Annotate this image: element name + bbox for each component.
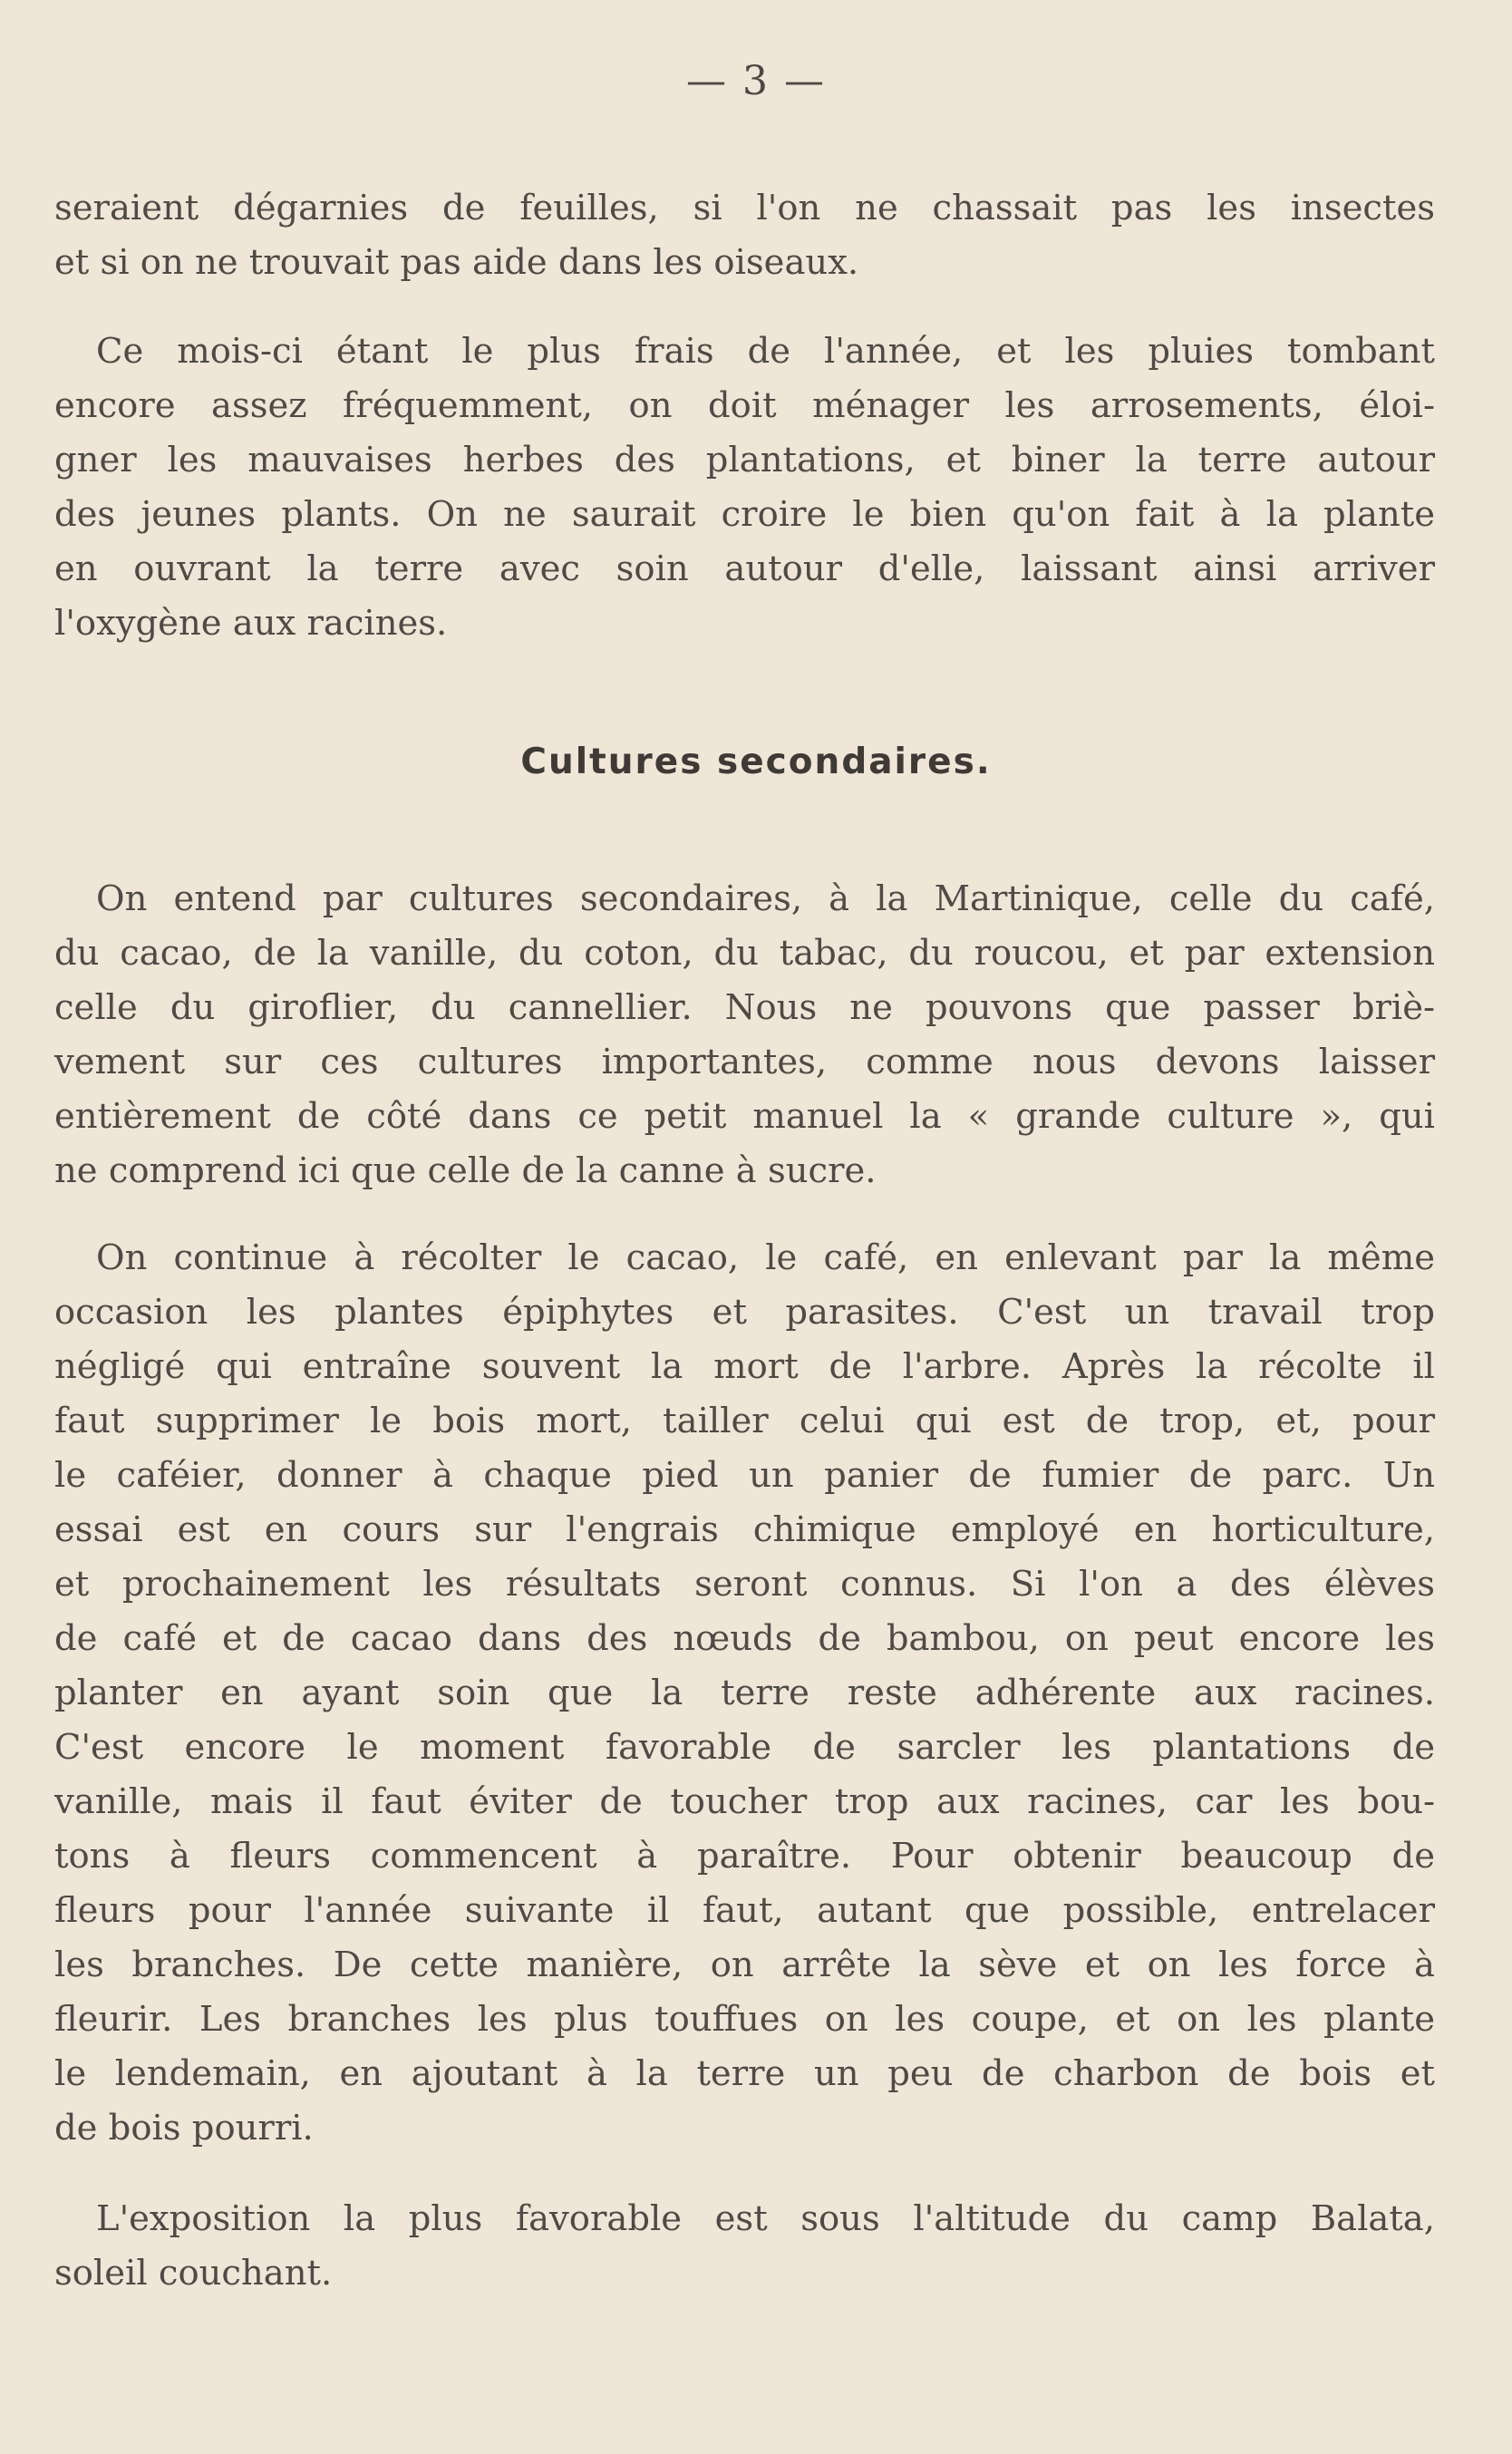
text-line: planter en ayant soin que la terre reste adhérente aux racines.	[54, 1673, 1435, 1713]
text-line: On continue à récolter le cacao, le café, en enlevant par la même	[96, 1237, 1435, 1278]
section-heading: Cultures secondaires.	[520, 742, 992, 782]
paragraph-definition	[54, 872, 1435, 1198]
text-line: essai est en cours sur l'engrais chimique employé en horticulture,	[54, 1509, 1435, 1550]
text-line: le caféier, donner à chaque pied un panier de fumier de parc. Un	[54, 1455, 1435, 1496]
text-line: celle du giroflier, du cannellier. Nous ne pouvons que passer briè-	[54, 987, 1435, 1028]
text-line: les branches. De cette manière, on arrête la sève et on les force à	[54, 1945, 1435, 1985]
text-line: de bois pourri.	[54, 2108, 314, 2148]
text-line: encore assez fréquemment, on doit ménager les arrosements, éloi-	[54, 385, 1435, 426]
paragraph-watering	[54, 325, 1435, 651]
text-line: et prochainement les résultats seront connus. Si l'on a des élèves	[54, 1564, 1435, 1605]
text-line: l'oxygène aux racines.	[54, 603, 448, 644]
text-line: tons à fleurs commencent à paraître. Pour obtenir beaucoup de	[54, 1836, 1435, 1877]
text-line: fleurs pour l'année suivante il faut, autant que possible, entrelacer	[54, 1890, 1435, 1931]
paragraph-harvest	[54, 1231, 1435, 2156]
text-line: entièrement de côté dans ce petit manuel la « grande culture », qui	[54, 1096, 1435, 1137]
text-line: L'exposition la plus favorable est sous l'altitude du camp Balata,	[96, 2198, 1435, 2239]
text-line: ne comprend ici que celle de la canne à sucre.	[54, 1150, 877, 1191]
text-line: et si on ne trouvait pas aide dans les oiseaux.	[54, 242, 859, 283]
text-line: seraient dégarnies de feuilles, si l'on ne chassait pas les insectes	[54, 188, 1435, 228]
text-line: en ouvrant la terre avec soin autour d'elle, laissant ainsi arriver	[54, 548, 1435, 589]
text-line: On entend par cultures secondaires, à la Martinique, celle du café,	[96, 878, 1435, 919]
text-line: vanille, mais il faut éviter de toucher trop aux racines, car les bou-	[54, 1781, 1435, 1822]
text-line: le lendemain, en ajoutant à la terre un peu de charbon de bois et	[54, 2053, 1435, 2094]
text-line: occasion les plantes épiphytes et parasites. C'est un travail trop	[54, 1292, 1435, 1333]
paragraph-exposure	[54, 2192, 1435, 2301]
text-line: vement sur ces cultures importantes, comme nous devons laisser	[54, 1042, 1435, 1082]
text-line: fleurir. Les branches les plus touffues on les coupe, et on les plante	[54, 1999, 1435, 2040]
text-line: négligé qui entraîne souvent la mort de l'arbre. Après la récolte il	[54, 1346, 1435, 1387]
paragraph-continuation	[54, 181, 1435, 290]
text-line: soleil couchant.	[54, 2253, 333, 2294]
text-line: de café et de cacao dans des nœuds de bambou, on peut encore les	[54, 1618, 1435, 1659]
text-line: Ce mois-ci étant le plus frais de l'année, et les pluies tombant	[96, 331, 1435, 372]
text-line: C'est encore le moment favorable de sarcler les plantations de	[54, 1727, 1435, 1768]
page-number: — 3 —	[686, 58, 826, 104]
text-line: faut supprimer le bois mort, tailler celui qui est de trop, et, pour	[54, 1401, 1435, 1441]
text-line: des jeunes plants. On ne saurait croire le bien qu'on fait à la plante	[54, 494, 1435, 535]
text-line: gner les mauvaises herbes des plantations, et biner la terre autour	[54, 440, 1435, 480]
text-line: du cacao, de la vanille, du coton, du tabac, du roucou, et par extension	[54, 933, 1435, 974]
